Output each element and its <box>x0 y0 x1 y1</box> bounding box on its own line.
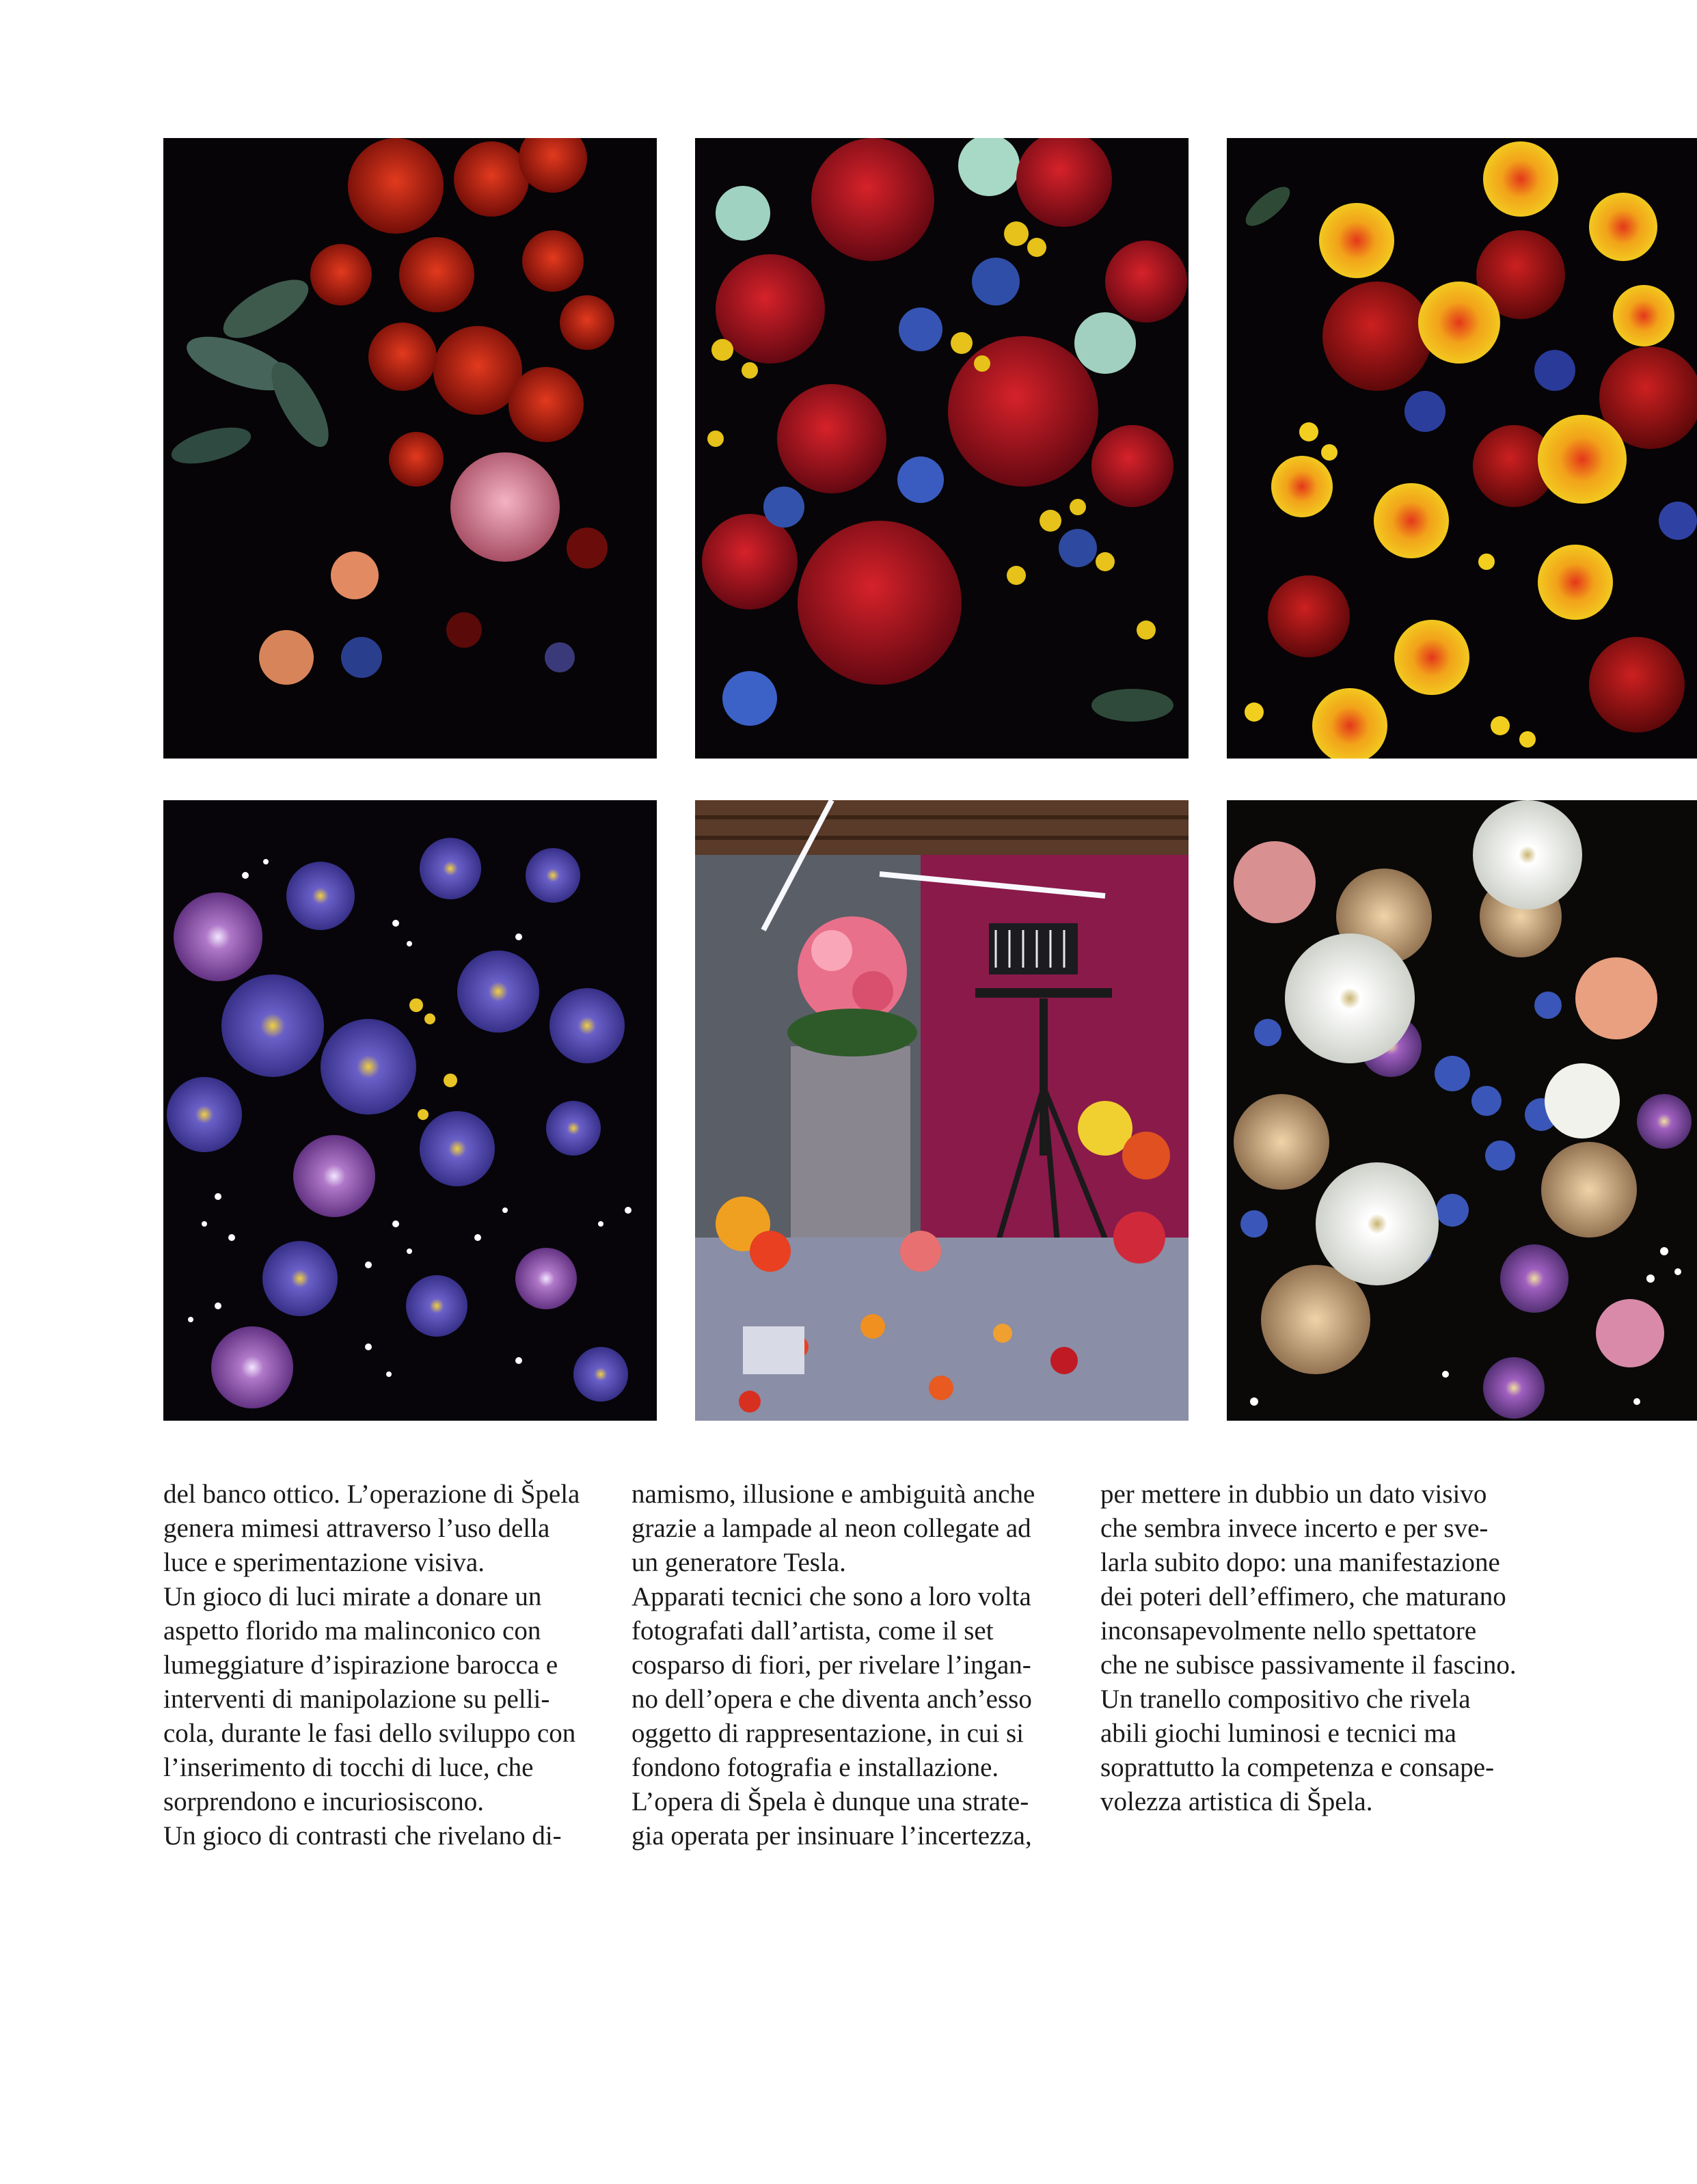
text-line: oggetto di rappresentazione, in cui si <box>632 1719 1024 1748</box>
text-line: l’inserimento di tocchi di luce, che <box>163 1753 534 1782</box>
text-line: un generatore Tesla. <box>632 1548 846 1577</box>
text-line: Apparati tecnici che sono a loro volta <box>632 1582 1031 1611</box>
text-line: del banco ottico. L’operazione di Špela <box>163 1479 580 1509</box>
text-line: L’opera di Špela è dunque una strate- <box>632 1787 1029 1816</box>
text-line: inconsapevolmente nello spettatore <box>1100 1616 1477 1646</box>
photo-daffodils-roses <box>1227 138 1697 759</box>
photo-white-lilies <box>1227 800 1697 1421</box>
text-line: soprattutto la competenza e consape- <box>1100 1753 1495 1782</box>
text-line: che sembra invece incerto e per sve- <box>1100 1514 1489 1543</box>
text-line: sorprendono e incuriosiscono. <box>163 1787 484 1816</box>
text-line: fondono fotografia e installazione. <box>632 1753 999 1782</box>
text-line: fotografati dall’artista, come il set <box>632 1616 994 1646</box>
text-line: lumeggiature d’ispirazione barocca e <box>163 1650 558 1680</box>
text-line: volezza artistica di Špela. <box>1100 1787 1373 1816</box>
text-column-1 <box>163 1477 601 1853</box>
text-line: aspetto florido ma malinconico con <box>163 1616 541 1646</box>
text-line: dei poteri dell’effimero, che maturano <box>1100 1582 1506 1611</box>
text-line: cosparso di fiori, per rivelare l’ingan- <box>632 1650 1031 1680</box>
text-line: che ne subisce passivamente il fascino. <box>1100 1650 1517 1680</box>
text-line: namismo, illusione e ambiguità anche <box>632 1479 1035 1509</box>
text-line: larla subito dopo: una manifestazione <box>1100 1548 1500 1577</box>
text-line: gia operata per insinuare l’incertezza, <box>632 1821 1032 1851</box>
text-line: Un gioco di luci mirate a donare un <box>163 1582 542 1611</box>
text-line: cola, durante le fasi dello sviluppo con <box>163 1719 576 1748</box>
text-line: no dell’opera e che diventa anch’esso <box>632 1684 1032 1714</box>
text-line: luce e sperimentazione visiva. <box>163 1548 485 1577</box>
text-column-2 <box>632 1477 1069 1853</box>
photo-red-roses <box>163 138 657 759</box>
photo-studio-set-camera <box>695 800 1189 1421</box>
text-line: Un tranello compositivo che rivela <box>1100 1684 1471 1714</box>
text-line: per mettere in dubbio un dato visivo <box>1100 1479 1487 1509</box>
text-line: genera mimesi attraverso l’uso della <box>163 1514 550 1543</box>
text-line: interventi di manipolazione su pelli- <box>163 1684 550 1714</box>
text-column-3 <box>1100 1477 1538 1819</box>
text-line: Un gioco di contrasti che rivelano di- <box>163 1821 562 1851</box>
text-line: abili giochi luminosi e tecnici ma <box>1100 1719 1456 1748</box>
photo-irises-petunias <box>163 800 657 1421</box>
text-line: grazie a lampade al neon collegate ad <box>632 1514 1031 1543</box>
photo-red-roses-blue-mimosa <box>695 138 1189 759</box>
